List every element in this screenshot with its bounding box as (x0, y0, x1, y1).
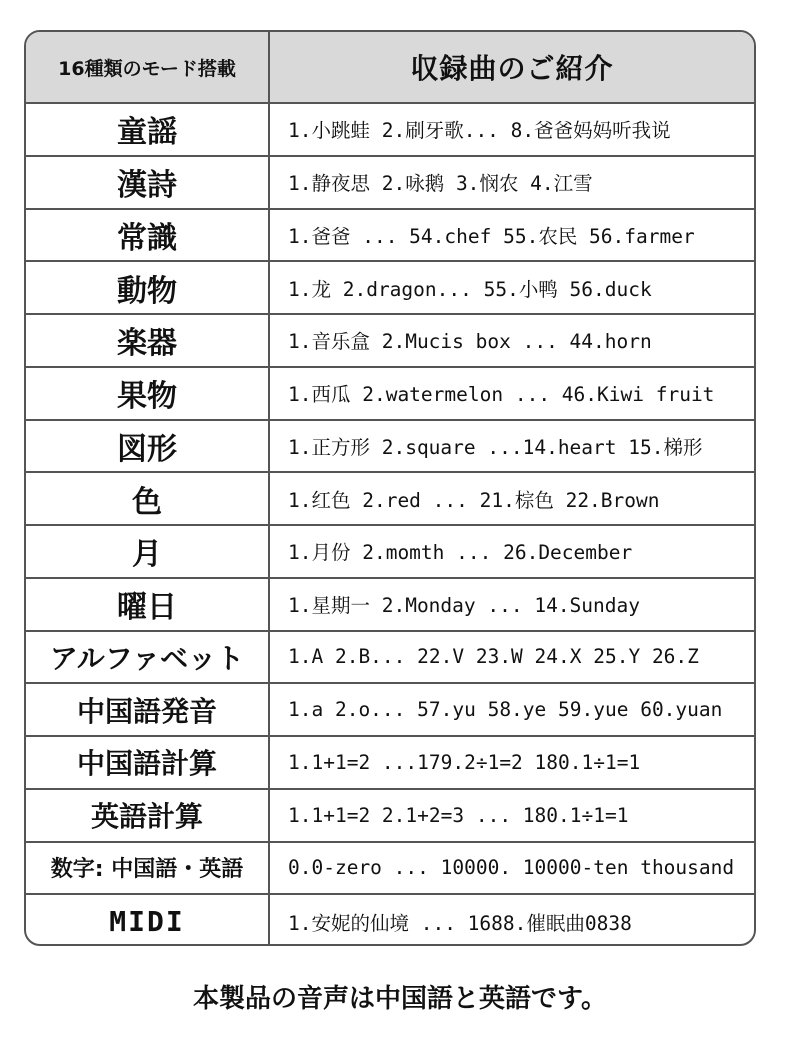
category-label: 月 (26, 526, 270, 577)
table-row (26, 262, 754, 315)
table-row (26, 737, 754, 790)
category-label: 中国語発音 (26, 684, 270, 735)
song-examples: 1.静夜思 2.咏鹅 3.悯农 4.江雪 (288, 172, 593, 196)
table-row (26, 104, 754, 157)
category-label: 中国語計算 (26, 737, 270, 788)
song-examples: 1.A 2.B... 22.V 23.W 24.X 25.Y 26.Z (288, 645, 699, 669)
table-row (26, 632, 754, 685)
song-examples: 1.红色 2.red ... 21.棕色 22.Brown (288, 488, 660, 512)
category-label: 常識 (26, 210, 270, 261)
category-label: 英語計算 (26, 790, 270, 841)
song-examples: 1.正方形 2.square ...14.heart 15.梯形 (288, 435, 703, 459)
category-label: 漢詩 (26, 157, 270, 208)
category-label: MIDI (26, 895, 270, 946)
song-examples: 1.龙 2.dragon... 55.小鸭 56.duck (288, 277, 652, 301)
category-label: 果物 (26, 368, 270, 419)
song-examples: 0.0-zero ... 10000. 10000-ten thousand (288, 856, 735, 880)
song-examples: 1.1+1=2 2.1+2=3 ... 180.1÷1=1 (288, 803, 629, 827)
song-examples: 1.小跳蛙 2.刷牙歌... 8.爸爸妈妈听我说 (288, 119, 671, 143)
language-note: 本製品の音声は中国語と英語です。 (193, 984, 607, 1014)
category-label: 童謡 (26, 104, 270, 155)
category-label: アルファベット (26, 632, 270, 683)
table-row (26, 790, 754, 843)
table-row (26, 421, 754, 474)
song-examples: 1.星期一 2.Monday ... 14.Sunday (288, 594, 640, 618)
table-row (26, 526, 754, 579)
table-row (26, 473, 754, 526)
table-row (26, 210, 754, 263)
table-header (26, 32, 754, 104)
table-row (26, 315, 754, 368)
category-label: 曜日 (26, 579, 270, 630)
songs-header: 収録曲のご紹介 (410, 52, 614, 85)
song-examples: 1.1+1=2 ...179.2÷1=2 180.1÷1=1 (288, 750, 641, 774)
table-row (26, 579, 754, 632)
table-row (26, 368, 754, 421)
category-label: 色 (26, 473, 270, 524)
category-label: 楽器 (26, 315, 270, 366)
song-list-table (24, 30, 756, 946)
category-label: 動物 (26, 262, 270, 313)
table-row (26, 843, 754, 896)
table-row (26, 895, 754, 946)
song-examples: 1.西瓜 2.watermelon ... 46.Kiwi fruit (288, 383, 715, 407)
song-examples: 1.安妮的仙境 ... 1688.催眠曲0838 (288, 911, 632, 935)
song-examples: 1.月份 2.momth ... 26.December (288, 541, 633, 565)
category-label: 図形 (26, 421, 270, 472)
table-row (26, 157, 754, 210)
song-examples: 1.a 2.o... 57.yu 58.ye 59.yue 60.yuan (288, 698, 723, 722)
song-examples: 1.爸爸 ... 54.chef 55.农民 56.farmer (288, 224, 695, 248)
song-examples: 1.音乐盒 2.Mucis box ... 44.horn (288, 330, 652, 354)
category-label: 数字: 中国語・英語 (26, 843, 270, 894)
table-row (26, 684, 754, 737)
modes-header: 16種類のモード搭載 (26, 32, 270, 102)
